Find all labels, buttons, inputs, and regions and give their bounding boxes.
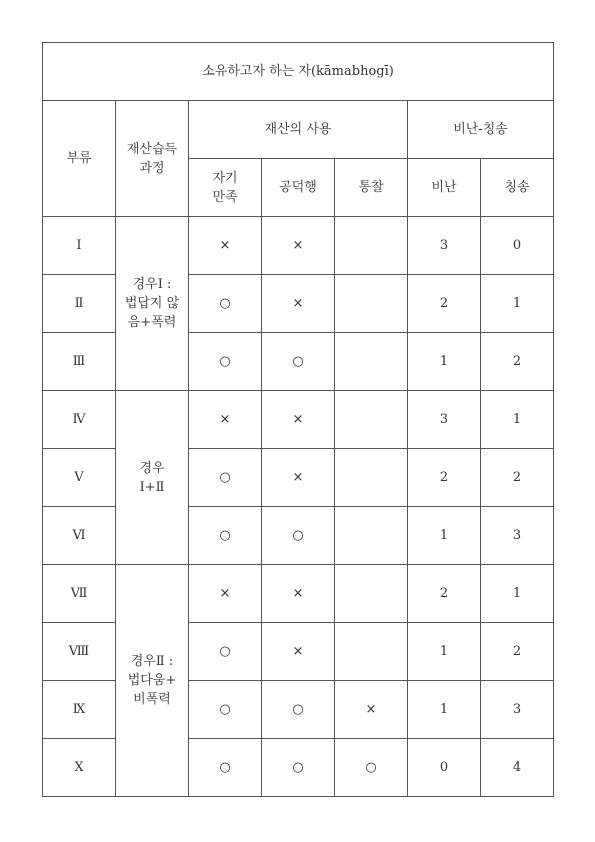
case-label: 경우 Ⅰ+Ⅱ [116, 391, 189, 565]
row-group: Ⅶ [43, 565, 116, 623]
row-group: Ⅹ [43, 739, 116, 797]
self-satisfaction-mark: ○ [189, 333, 262, 391]
self-satisfaction-mark: ○ [189, 507, 262, 565]
self-satisfaction-mark: × [189, 391, 262, 449]
row-group: Ⅱ [43, 275, 116, 333]
header-group: 부류 [43, 101, 116, 217]
table-row [43, 391, 554, 449]
blame-value: 0 [408, 739, 481, 797]
merit-mark: ○ [262, 739, 335, 797]
praise-value: 1 [481, 275, 554, 333]
insight-mark [335, 275, 408, 333]
blame-value: 1 [408, 623, 481, 681]
insight-mark: ○ [335, 739, 408, 797]
insight-mark: × [335, 681, 408, 739]
row-group: Ⅲ [43, 333, 116, 391]
praise-value: 0 [481, 217, 554, 275]
merit-mark: × [262, 391, 335, 449]
self-satisfaction-mark: × [189, 565, 262, 623]
header-usage: 재산의 사용 [189, 101, 408, 159]
blame-value: 3 [408, 217, 481, 275]
case-label: 경우Ⅱ : 법다움+ 비폭력 [116, 565, 189, 797]
praise-value: 2 [481, 449, 554, 507]
row-group: Ⅵ [43, 507, 116, 565]
insight-mark [335, 565, 408, 623]
merit-mark: × [262, 565, 335, 623]
insight-mark [335, 507, 408, 565]
merit-mark: × [262, 623, 335, 681]
merit-mark: × [262, 217, 335, 275]
blame-value: 1 [408, 507, 481, 565]
row-group: Ⅷ [43, 623, 116, 681]
self-satisfaction-mark: × [189, 217, 262, 275]
blame-value: 2 [408, 449, 481, 507]
blame-value: 1 [408, 333, 481, 391]
insight-mark [335, 391, 408, 449]
self-satisfaction-mark: ○ [189, 275, 262, 333]
merit-mark: ○ [262, 333, 335, 391]
header-praise-blame: 비난-칭송 [408, 101, 554, 159]
merit-mark: × [262, 275, 335, 333]
praise-value: 2 [481, 333, 554, 391]
praise-value: 2 [481, 623, 554, 681]
praise-value: 3 [481, 681, 554, 739]
blame-value: 2 [408, 275, 481, 333]
row-group: Ⅰ [43, 217, 116, 275]
header-blame: 비난 [408, 159, 481, 217]
self-satisfaction-mark: ○ [189, 449, 262, 507]
row-group: Ⅸ [43, 681, 116, 739]
header-merit: 공덕행 [262, 159, 335, 217]
merit-mark: ○ [262, 681, 335, 739]
merit-mark: × [262, 449, 335, 507]
table-title: 소유하고자 하는 자(kāmabhogī) [43, 43, 554, 101]
praise-value: 4 [481, 739, 554, 797]
insight-mark [335, 217, 408, 275]
case-label: 경우Ⅰ : 법답지 않 음+폭력 [116, 217, 189, 391]
header-acquisition: 재산습득 과정 [116, 101, 189, 217]
row-group: Ⅴ [43, 449, 116, 507]
praise-value: 1 [481, 565, 554, 623]
self-satisfaction-mark: ○ [189, 681, 262, 739]
praise-value: 1 [481, 391, 554, 449]
insight-mark [335, 449, 408, 507]
merit-mark: ○ [262, 507, 335, 565]
self-satisfaction-mark: ○ [189, 623, 262, 681]
praise-value: 3 [481, 507, 554, 565]
header-insight: 통찰 [335, 159, 408, 217]
insight-mark [335, 623, 408, 681]
blame-value: 3 [408, 391, 481, 449]
header-praise: 칭송 [481, 159, 554, 217]
header-self-satisfaction: 자기 만족 [189, 159, 262, 217]
kamabhogi-table [42, 42, 554, 797]
table-row [43, 217, 554, 275]
blame-value: 1 [408, 681, 481, 739]
self-satisfaction-mark: ○ [189, 739, 262, 797]
row-group: Ⅳ [43, 391, 116, 449]
insight-mark [335, 333, 408, 391]
blame-value: 2 [408, 565, 481, 623]
table-row [43, 565, 554, 623]
